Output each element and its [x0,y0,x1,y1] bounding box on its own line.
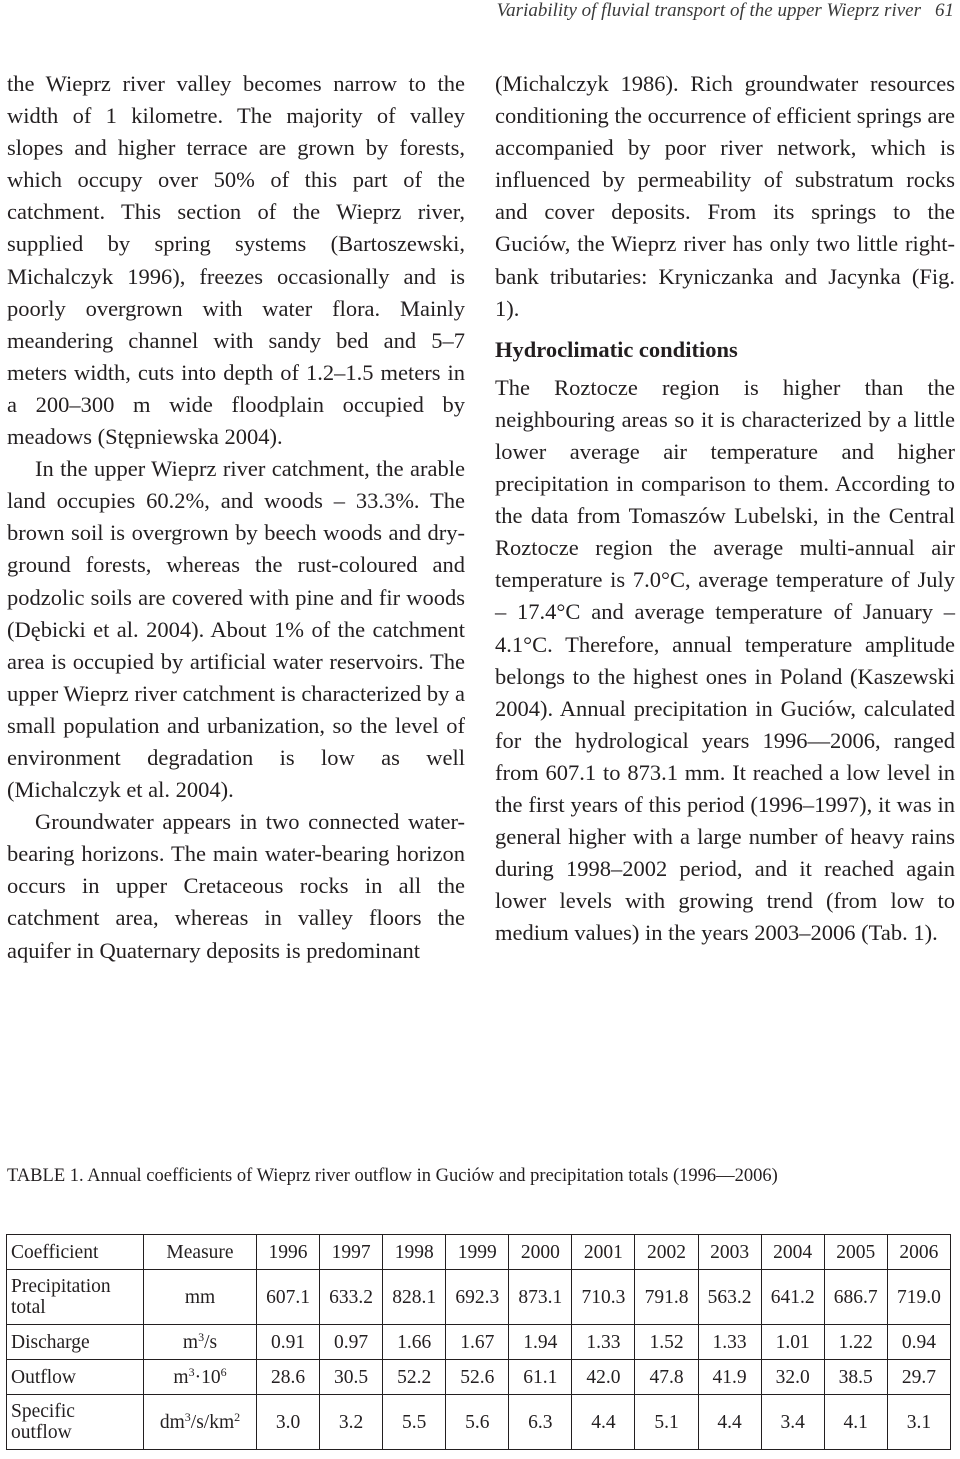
table-cell: 52.2 [383,1360,446,1395]
header-year: 2001 [572,1235,635,1270]
row-label: Precipitation total [7,1270,144,1325]
header-year: 2006 [887,1235,950,1270]
row-unit [144,1395,257,1450]
header-year: 1996 [257,1235,320,1270]
table-cell: 828.1 [383,1270,446,1325]
table-row [7,1325,951,1360]
header-year: 1998 [383,1235,446,1270]
header-year: 1999 [446,1235,509,1270]
table-cell: 719.0 [887,1270,950,1325]
table-cell: 32.0 [761,1360,824,1395]
table-cell: 1.22 [824,1325,887,1360]
table-cell: 633.2 [320,1270,383,1325]
table-row [7,1395,951,1450]
table-cell: 5.1 [635,1395,698,1450]
header-year: 2003 [698,1235,761,1270]
table-cell: 52.6 [446,1360,509,1395]
table-cell: 686.7 [824,1270,887,1325]
table-cell: 3.0 [257,1395,320,1450]
unit-part: 3 [188,1364,195,1379]
table-cell: 710.3 [572,1270,635,1325]
table-cell: 873.1 [509,1270,572,1325]
header-measure: Measure [144,1235,257,1270]
unit-part: /s [204,1331,218,1353]
table-cell: 61.1 [509,1360,572,1395]
table-cell: 4.1 [824,1395,887,1450]
table-cell: 791.8 [635,1270,698,1325]
table-cell: 563.2 [698,1270,761,1325]
header-coefficient: Coefficient [7,1235,144,1270]
table-cell: 0.91 [257,1325,320,1360]
table-cell: 30.5 [320,1360,383,1395]
table-cell: 28.6 [257,1360,320,1395]
table-cell: 3.1 [887,1395,950,1450]
unit-part: mm [184,1286,216,1308]
table-row [7,1270,951,1325]
table-cell: 0.97 [320,1325,383,1360]
table-cell: 5.5 [383,1395,446,1450]
running-head [0,0,954,30]
table-cell: 1.66 [383,1325,446,1360]
table-cell: 41.9 [698,1360,761,1395]
left-column [7,68,465,967]
table-cell: 5.6 [446,1395,509,1450]
left-paragraph-1: the Wieprz river valley becomes narrow to the width of 1 kilometre. The majority of valley slopes and higher terrace are grown by forests, which occupy over 50% of this part of the catchment. This section of the Wieprz river, supplied by spring systems (Bartoszewski, Michalczyk 1996), freezes occasionally and is poorly overgrown with water flora. Mainly meandering channel with sandy bed and 5–7 meters width, cuts into depth of 1.2–1.5 meters in a 200–300 m wide floodplain occupied by meadows (Stępniewska 2004). [7,71,465,450]
table-cell: 0.94 [887,1325,950,1360]
right-paragraph-2: The Roztocze region is higher than the neighbouring areas so it is characterized by a little lower average air temperature and higher precipitation in comparison to them. According to the data from Tomaszów Lubelski, in the Central Roztocze region the average multi-annual air temperature is 7.0°C, average temperature of July – 17.4°C and average temperature of January – 4.1°C. Therefore, annual temperature amplitude belongs to the highest ones in Poland (Kaszewski 2004). Annual precipitation in Guciów, calculated for the hydrological years 1996––2006, ranged from 607.1 to 873.1 mm. It reached a low level in the first years of this period (1996–1997), it was in general higher with a large number of heavy rains during 1998–2002 period, and it reached again lower levels with growing trend (from low to medium values) in the years 2003–2006 (Tab. 1). [495,374,955,946]
table-cell: 4.4 [572,1395,635,1450]
table-cell: 42.0 [572,1360,635,1395]
header-year: 2002 [635,1235,698,1270]
row-unit [144,1325,257,1360]
table-cell: 1.33 [572,1325,635,1360]
section-heading: Hydroclimatic conditions [495,336,738,362]
unit-part: /s/km [190,1411,235,1433]
row-unit [144,1360,257,1395]
table-cell: 29.7 [887,1360,950,1395]
unit-part: 6 [220,1364,227,1379]
row-label: Specific outflow [7,1395,144,1450]
table-cell: 1.67 [446,1325,509,1360]
page-number: 61 [935,0,954,21]
row-label: Outflow [7,1360,144,1395]
table-cell: 47.8 [635,1360,698,1395]
header-year: 2000 [509,1235,572,1270]
table-caption: TABLE 1. Annual coefficients of Wieprz river outflow in Guciów and precipitation totals (1996––2006) [7,1166,778,1186]
table-cell: 607.1 [257,1270,320,1325]
left-paragraph-3: Groundwater appears in two connected water-bearing horizons. The main water-bearing horizon occurs in upper Cretaceous rocks in all the catchment area, whereas in valley floors the aquifer in Quaternary deposits is predominant [7,809,465,963]
left-paragraph-2: In the upper Wieprz river catchment, the arable land occupies 60.2%, and woods – 33.3%. The brown soil is overgrown by beech woods and dry-ground forests, whereas the rust-coloured and podzolic soils are covered with pine and fir woods (Dębicki et al. 2004). About 1% of the catchment area is occupied by artificial water reservoirs. The upper Wieprz river catchment is characterized by a small population and urbanization, so the level of environment degradation is low as well (Michalczyk et al. 2004). [7,456,465,803]
header-year: 1997 [320,1235,383,1270]
table-cell: 6.3 [509,1395,572,1450]
data-table [6,1234,951,1450]
row-label: Discharge [7,1325,144,1360]
table-cell: 1.52 [635,1325,698,1360]
table-cell: 3.2 [320,1395,383,1450]
row-unit [144,1270,257,1325]
table-cell: 1.94 [509,1325,572,1360]
running-title: Variability of fluvial transport of the upper Wieprz river [496,0,921,21]
unit-part: 3 [198,1329,205,1344]
unit-part: m [182,1331,199,1353]
unit-part: 2 [234,1409,241,1424]
table-cell: 38.5 [824,1360,887,1395]
table-cell: 692.3 [446,1270,509,1325]
table-cell: 4.4 [698,1395,761,1450]
table-cell: 3.4 [761,1395,824,1450]
table-cell: 641.2 [761,1270,824,1325]
unit-part: 3 [184,1409,191,1424]
right-column [495,68,955,949]
table-header-row [7,1235,951,1270]
table-row [7,1360,951,1395]
header-year: 2005 [824,1235,887,1270]
unit-part: dm [159,1411,185,1433]
header-year: 2004 [761,1235,824,1270]
unit-part: m [173,1366,189,1388]
right-paragraph-1: (Michalczyk 1986). Rich groundwater resources conditioning the occurrence of efficient springs are accompanied by poor river network, which is influenced by permeability of substratum rocks and cover deposits. From its springs to the Guciów, the Wieprz river has only two little right-bank tributaries: Kryniczanka and Jacynka (Fig. 1). [495,71,955,321]
unit-part: ·10 [194,1366,221,1388]
table-cell: 1.01 [761,1325,824,1360]
table-cell: 1.33 [698,1325,761,1360]
